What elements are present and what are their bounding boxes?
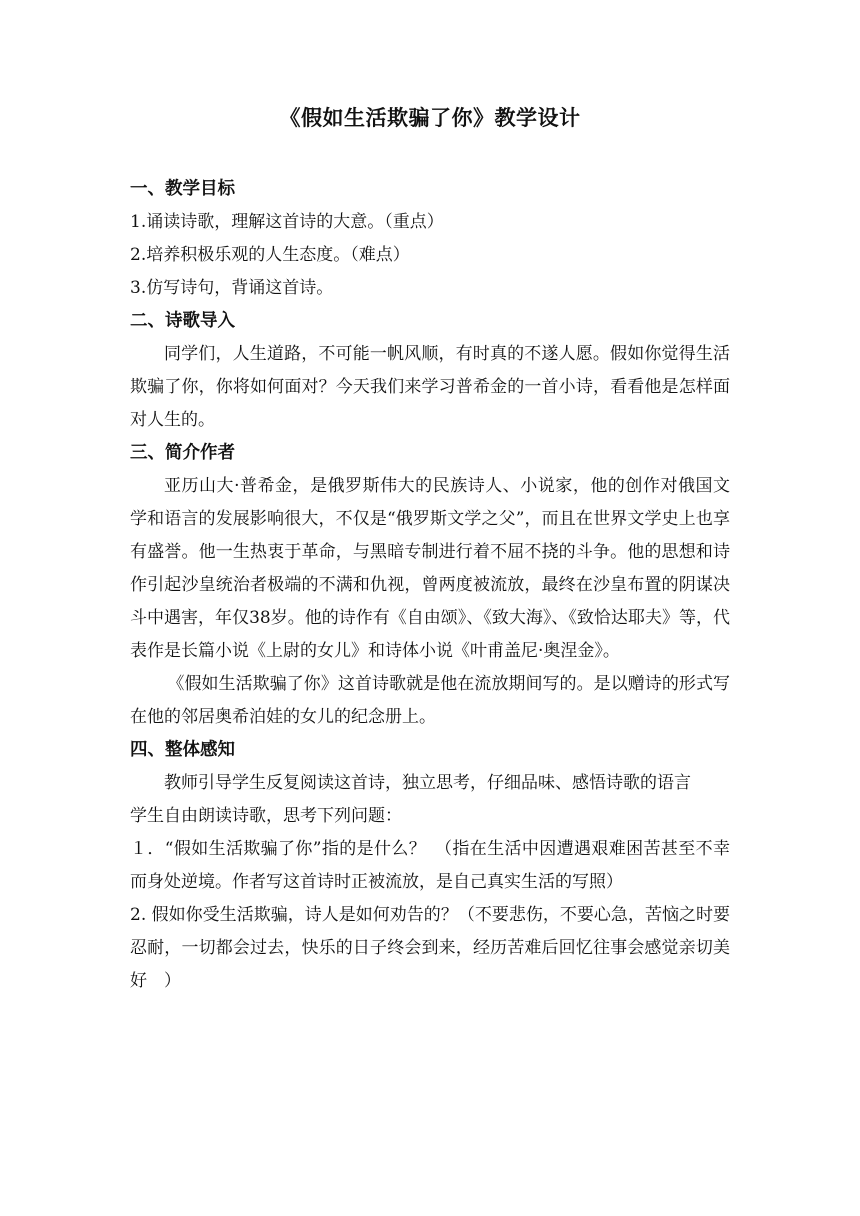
document-body: [130, 173, 730, 998]
goal-item: 3.仿写诗句，背诵这首诗。: [130, 278, 334, 298]
section-heading-author: 三、简介作者: [130, 443, 235, 463]
section-heading-perception: 四、整体感知: [130, 740, 235, 760]
section-heading-intro: 二、诗歌导入: [130, 311, 235, 331]
author-poem-note: 《假如生活欺骗了你》这首诗歌就是他在流放期间写的。是以赠诗的形式写在他的邻居奥希泊娃的女儿的纪念册上。: [130, 674, 730, 727]
question-item: １．“假如生活欺骗了你”指的是什么？ （指在生活中因遭遇艰难困苦甚至不幸而身处逆境。作者写这首诗时正被流放，是自己真实生活的写照）: [130, 839, 730, 892]
intro-paragraph: 同学们，人生道路，不可能一帆风顺，有时真的不遂人愿。假如你觉得生活欺骗了你，你将如何面对？今天我们来学习普希金的一首小诗，看看他是怎样面对人生的。: [130, 344, 730, 430]
goal-item: 2.培养积极乐观的人生态度。（难点）: [130, 245, 410, 265]
author-paragraph: 亚历山大·普希金，是俄罗斯伟大的民族诗人、小说家，他的创作对俄国文学和语言的发展影响很大，不仅是“俄罗斯文学之父”，而且在世界文学史上也享有盛誉。他一生热衷于革命，与黑暗专制进行着不屈不挠的斗争。他的思想和诗作引起沙皇统治者极端的不满和仇视，曾两度被流放，最终在沙皇布置的阴谋决斗中遇害，年仅38岁。他的诗作有《自由颂》、《致大海》、《致恰达耶夫》等，代表作是长篇小说《上尉的女儿》和诗体小说《叶甫盖尼·奥涅金》。: [130, 476, 730, 661]
goal-item: 1.诵读诗歌，理解这首诗的大意。（重点）: [130, 212, 444, 232]
question-item: 2. 假如你受生活欺骗，诗人是如何劝告的？（不要悲伤，不要心急，苦恼之时要忍耐，一切都会过去，快乐的日子终会到来，经历苦难后回忆往事会感觉亲切美好 ）: [130, 905, 730, 991]
perception-paragraph: 教师引导学生反复阅读这首诗，独立思考，仔细品味、感悟诗歌的语言: [164, 773, 691, 793]
perception-instruction: 学生自由朗读诗歌，思考下列问题：: [130, 806, 402, 826]
document-title: 《假如生活欺骗了你》教学设计: [279, 105, 581, 130]
section-heading-goals: 一、教学目标: [130, 179, 235, 199]
